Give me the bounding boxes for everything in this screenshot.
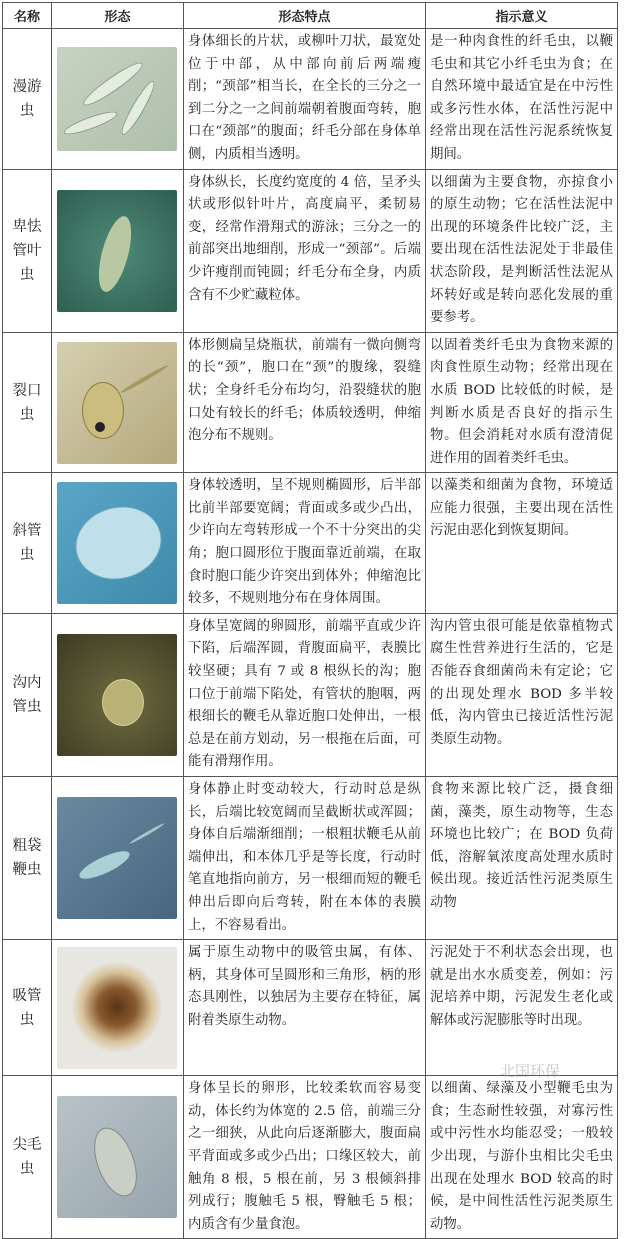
features-text: 身体较透明，呈不规则椭圆形，后半部比前半部要宽阔；背面或多或少凸出，少许向左弯转形成一个不十分突出的尖角；胞口圆形位于腹面靠近前端，在取食时胞口能少许突出到体外；伸缩泡比较多，不规则地分布在身体周围。 [184,473,426,614]
header-features: 形态特点 [184,3,426,29]
table-row [3,29,618,170]
organism-name: 裂口虫 [12,382,42,423]
organism-name: 吸管虫 [12,987,42,1028]
watermark: 北国环保 [500,1062,561,1080]
meaning-text: 食物来源比较广泛，摄食细菌，藻类，原生动物等，生态环境也比较广；在 BOD 负荷低，溶解氧浓度高处理水质时候出现。接近活性污泥类原生动物 [426,777,618,940]
features-text: 属于原生动物中的吸管虫属，有体、柄，其身体可呈圆形和三角形，柄的形态具刚性，以独居为主要存在特征，属附着类原生动物。 [184,940,426,1076]
features-text: 身体呈长的卵形，比较柔软而容易变动，体长约为体宽的 2.5 倍，前端三分之一细狭，从此向后逐渐膨大，腹面扁平背面或多或少凸出；口缘区较大，前触角 8 根，5 根在前，另 3 根倾斜排列成行；腹触毛 5 根，臀触毛 5 根；内质含有少量食泡。 [184,1076,426,1239]
meaning-text: 以藻类和细菌为食物，环境适应能力很强，主要出现在活性污泥由恶化到恢复期间。 [426,473,618,614]
organism-name: 尖毛虫 [12,1137,42,1178]
micrograph-image [57,47,177,151]
header-name: 名称 [3,3,52,29]
table-row [3,1076,618,1239]
organism-name: 斜管虫 [12,523,42,564]
features-text: 身体细长的片状，或柳叶刀状，最宽处位于中部，从中部向前后两端瘦削；“颈部”相当长，在全长的三分之一到二分之一之间前端朝着腹面弯转，胞口在“颈部”的腹面；纤毛分部在身体单侧，内质相当透明。 [184,29,426,170]
meaning-text: 是一种肉食性的纤毛虫，以鞭毛虫和其它小纤毛虫为食；在自然环境中最适宜是在中污性或多污性水体，在活性污泥中经常出现在活性污泥系统恢复期间。 [426,29,618,170]
table-row [3,613,618,776]
table-row [3,169,618,332]
micrograph-image [57,634,177,756]
meaning-text: 沟内管虫很可能是依靠植物式腐生性营养进行生活的，它是否能吞食细菌尚未有定论；它的出现处理水 BOD 多半较低，沟内管虫已接近活性污泥类原生动物。 [426,613,618,776]
features-text: 身体呈宽阔的卵圆形，前端平直或少许下陷，后端浑圆，背腹面扁平，表膜比较坚硬；具有 7 或 8 根纵长的沟；胞口位于前端下陷处，有管状的胞咽，两根细长的鞭毛从靠近胞口处伸出，一根总是在前方划动，另一根拖在后面，可能有滑翔作用。 [184,613,426,776]
organism-name: 漫游虫 [12,78,42,119]
protozoa-table [2,2,618,1239]
micrograph-image [57,342,177,464]
meaning-text: 以细菌、绿藻及小型鞭毛虫为食；生态耐性较强，对寡污性或中污性水均能忍受；一般较少出现，与游仆虫相比尖毛虫出现在处理水 BOD 较高的时候，是中间性活性污泥类原生动物。 [426,1076,618,1239]
header-shape: 形态 [52,3,184,29]
table-row [3,940,618,1076]
meaning-text: 以细菌为主要食物，亦掠食小的原生动物；它在活性法泥中出现的环境条件比较广泛，主要出现在活性法泥处于非最佳状态阶段，是判断活性法泥从坏转好或是转向恶化发展的重要参考。 [426,169,618,332]
table-row [3,777,618,940]
micrograph-image [57,190,177,312]
micrograph-image [57,482,177,604]
table-header [3,3,618,29]
features-text: 身体纵长，长度约宽度的 4 倍，呈矛头状或形似针叶片，高度扁平，柔韧易变，经常作滑翔式的游泳；三分之一的前部突出地细削，形成一“颈部”。后端少许瘦削而钝圆；纤毛分布全身，内质含有不少贮藏粒体。 [184,169,426,332]
features-text: 体形侧扁呈烧瓶状，前端有一微向侧弯的长“颈”，胞口在“颈”的腹缘，裂缝状；全身纤毛分布均匀，沿裂缝状的胞口处有较长的纤毛；体质较透明，伸缩泡分布不规则。 [184,332,426,473]
micrograph-image [57,947,177,1069]
meaning-text: 污泥处于不利状态会出现，也就是出水水质变差，例如：污泥培养中期，污泥发生老化或解体或污泥膨胀等时出现。 [426,940,618,1076]
micrograph-image [57,797,177,919]
organism-name: 卑怯管叶虫 [12,218,42,283]
organism-name: 粗袋鞭虫 [12,838,42,879]
features-text: 身体静止时变动较大，行动时总是纵长，后端比较宽阔而呈截断状或浑圆；身体自后端渐细削；一根粗状鞭毛从前端伸出，和本体几乎是等长度，行动时笔直地指向前方，另一根细而短的鞭毛伸出后即向后弯转，附在本体的表膜上，不容易看出。 [184,777,426,940]
table-row [3,332,618,473]
meaning-text: 以固着类纤毛虫为食物来源的肉食性原生动物；经常出现在水质 BOD 比较低的时候，是判断水质是否良好的指示生物。但会消耗对水质有澄清促进作用的固着类纤毛虫。 [426,332,618,473]
micrograph-image [57,1096,177,1218]
organism-name: 沟内管虫 [12,674,42,715]
table-row [3,473,618,614]
header-meaning: 指示意义 [426,3,618,29]
